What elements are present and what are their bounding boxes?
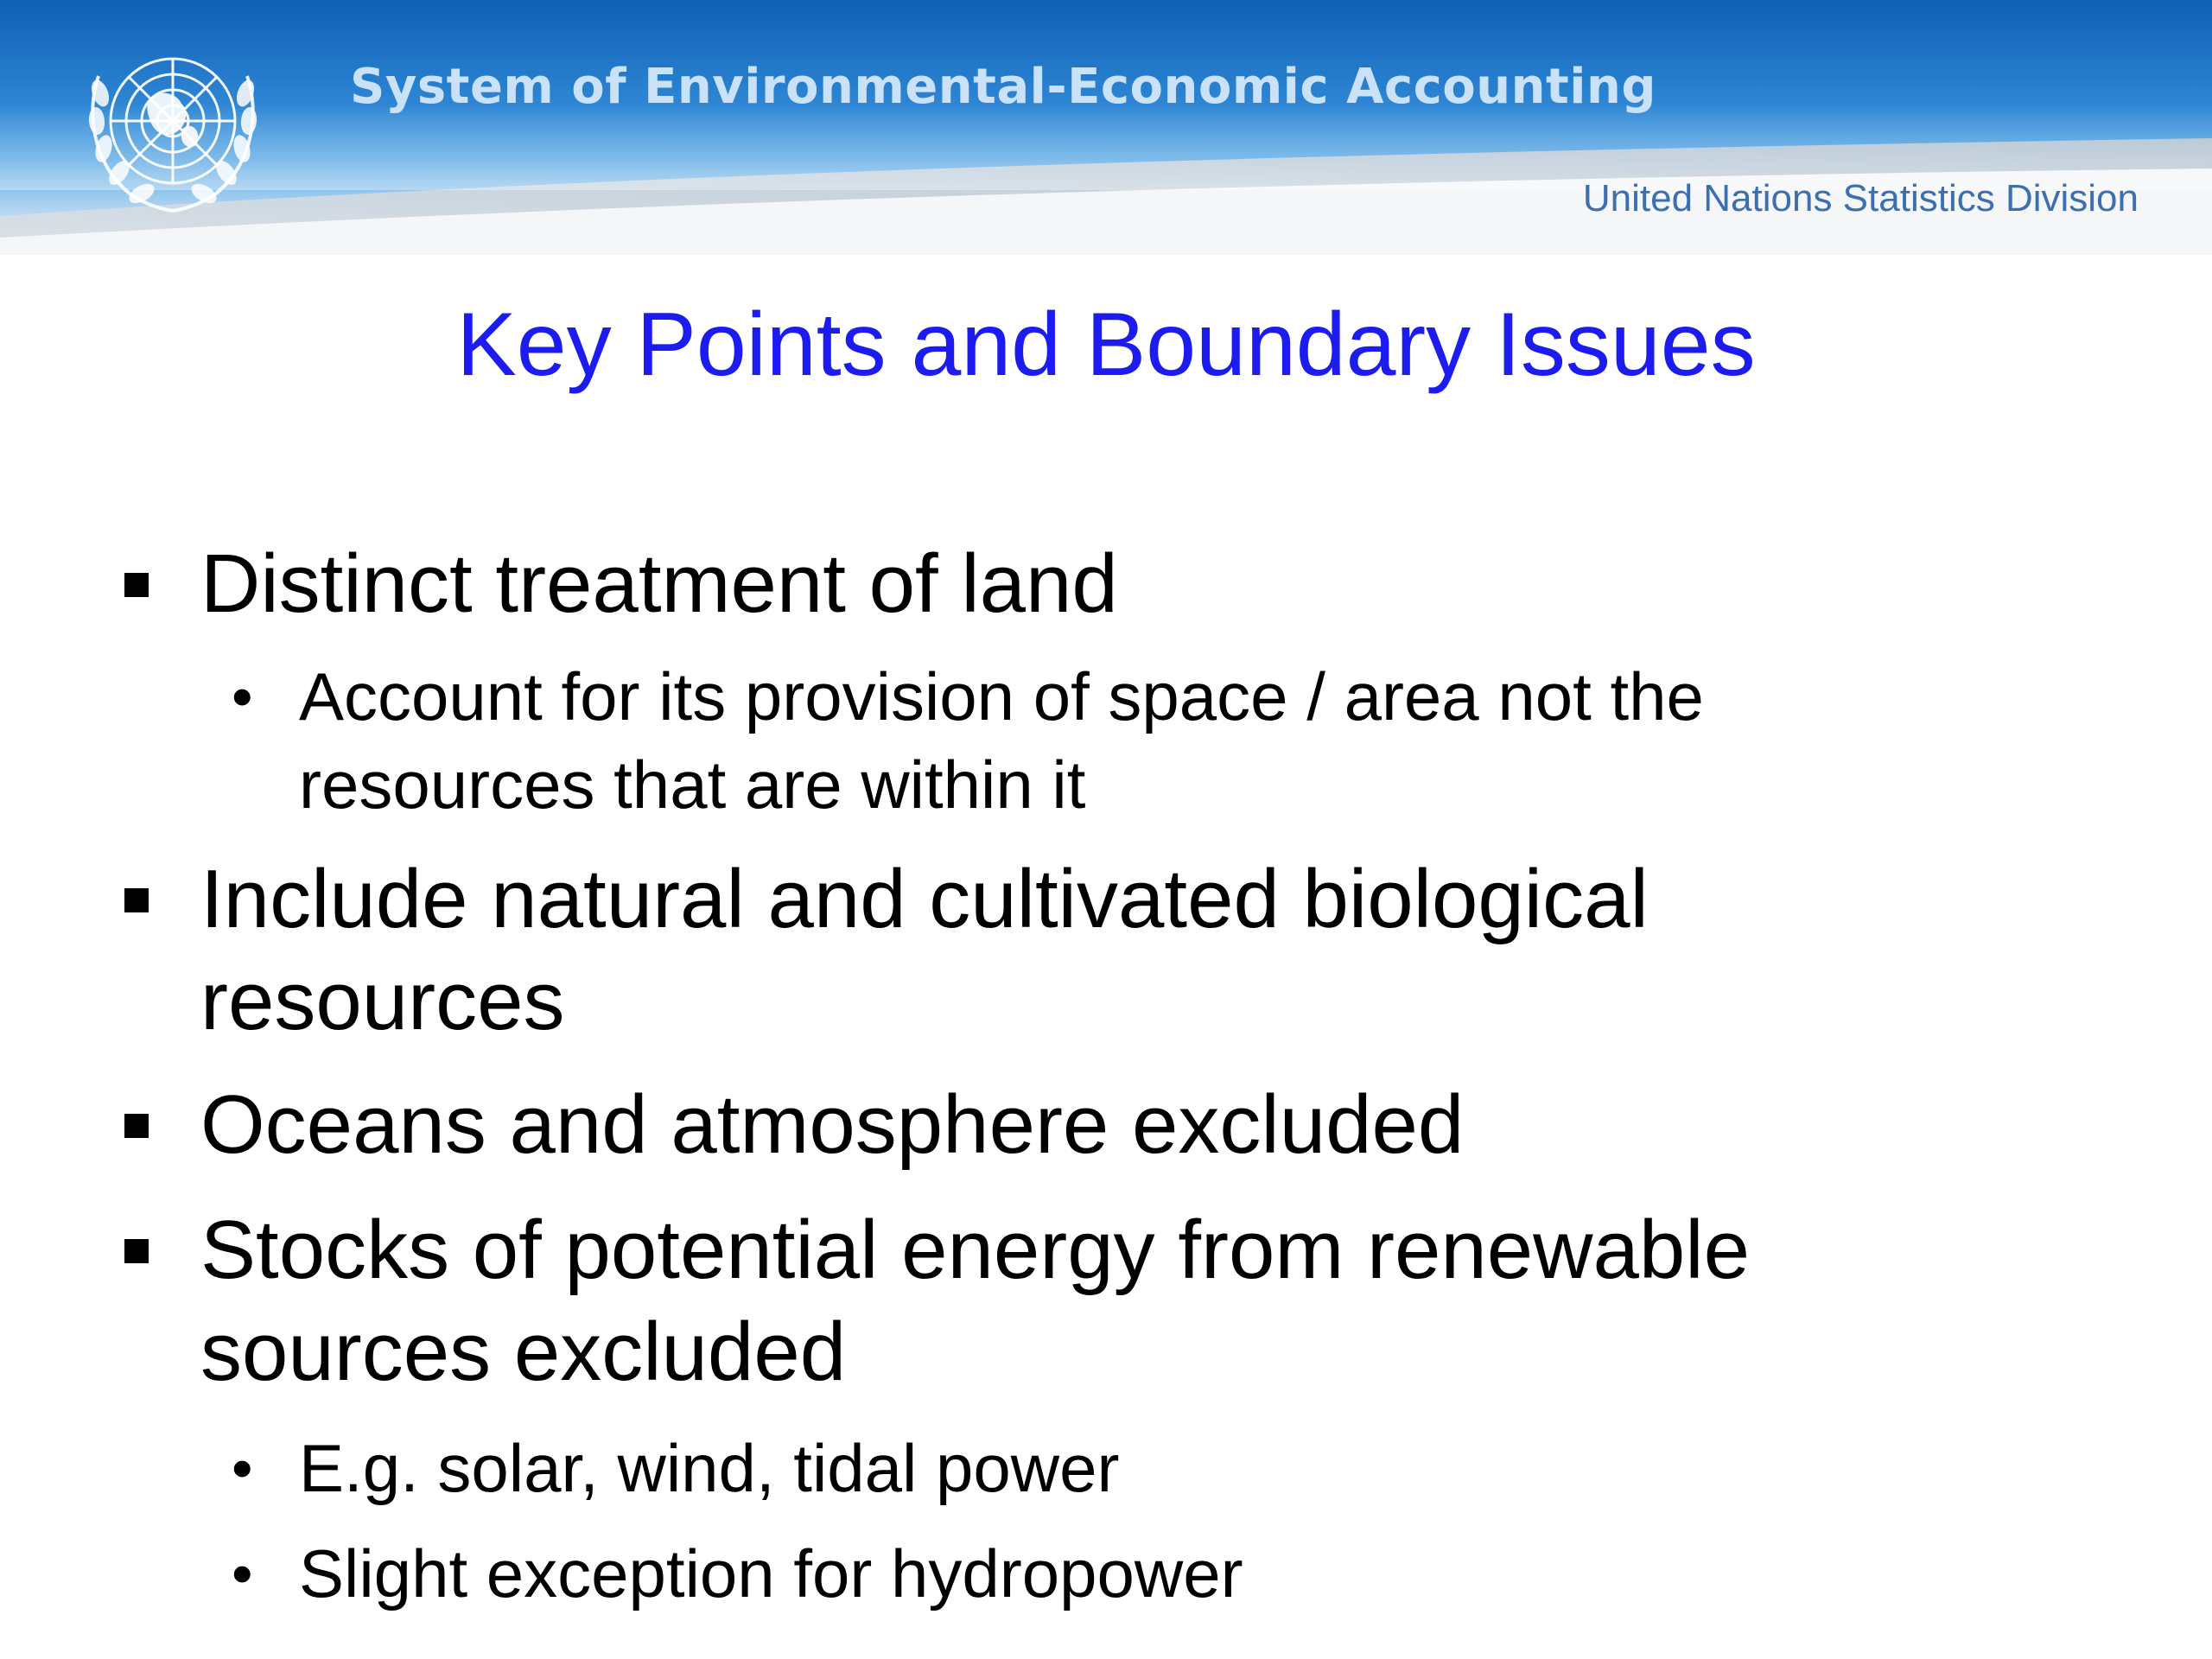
- square-bullet-icon: [124, 1114, 149, 1138]
- sub-bullet-item: [232, 1424, 1941, 1512]
- sub-bullet-text: Slight exception for hydropower: [299, 1535, 1243, 1611]
- bullet-text: Stocks of potential energy from renewable sources excluded: [200, 1204, 1750, 1398]
- bullet-item: [200, 1074, 1929, 1176]
- bullet-text: Oceans and atmosphere excluded: [200, 1078, 1465, 1171]
- bullet-text: Include natural and cultivated biological resources: [200, 853, 1649, 1047]
- square-bullet-icon: [124, 573, 149, 597]
- bullet-item: [200, 1199, 1894, 1403]
- system-title: System of Environmental-Economic Accounting: [350, 59, 1656, 115]
- sub-bullet-item: [232, 652, 1872, 829]
- bullet-item: [200, 533, 1929, 635]
- sub-bullet-item: [232, 1529, 1941, 1618]
- square-bullet-icon: [124, 888, 149, 912]
- slide-title: Key Points and Boundary Issues: [456, 295, 1756, 395]
- bullet-item: [200, 849, 1825, 1052]
- division-name: United Nations Statistics Division: [1582, 177, 2139, 219]
- sub-bullet-text: Account for its provision of space / area not the resources that are within it: [299, 658, 1704, 823]
- square-bullet-icon: [124, 1239, 149, 1263]
- round-bullet-icon: •: [232, 1434, 253, 1502]
- round-bullet-icon: •: [232, 663, 253, 730]
- round-bullet-icon: •: [232, 1540, 253, 1607]
- bullet-text: Distinct treatment of land: [200, 537, 1118, 630]
- sub-bullet-text: E.g. solar, wind, tidal power: [299, 1430, 1120, 1506]
